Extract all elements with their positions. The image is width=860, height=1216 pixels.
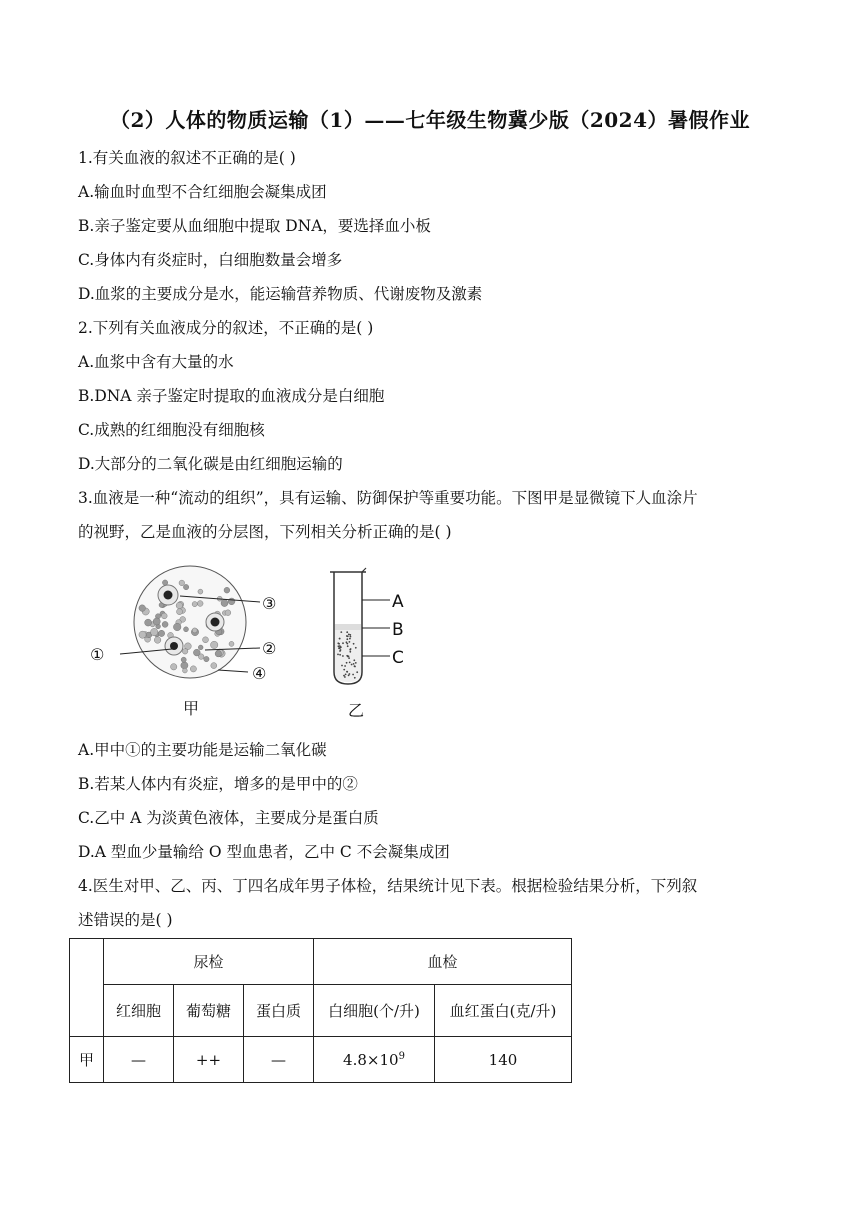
q2-option-d: D.大部分的二氧化碳是由红细胞运输的 <box>78 455 343 473</box>
sediment-dot <box>352 674 354 676</box>
sediment-dot <box>342 655 344 657</box>
cell-nucleus <box>211 618 220 627</box>
wbc-base: 4.8×10 <box>343 1050 399 1069</box>
q2-stem: 2.下列有关血液成分的叙述，不正确的是( ) <box>78 319 374 337</box>
cell-hemoglobin: 140 <box>435 1037 572 1083</box>
sediment-dot <box>351 664 353 666</box>
sediment-dot <box>348 657 350 659</box>
sediment-dot <box>339 654 341 656</box>
sediment-dot <box>339 650 341 652</box>
sediment-dot <box>345 674 347 676</box>
red-blood-cell <box>221 600 228 607</box>
red-blood-cell <box>139 605 146 612</box>
sediment-dot <box>349 651 351 653</box>
sediment-dot <box>339 646 341 648</box>
red-blood-cell <box>204 656 209 661</box>
q3-option-c: C.乙中 A 为淡黄色液体，主要成分是蛋白质 <box>78 809 379 827</box>
q2-option-a: A.血浆中含有大量的水 <box>78 353 234 371</box>
header-hemoglobin: 血红蛋白(克/升) <box>435 985 572 1037</box>
red-blood-cell <box>162 621 168 627</box>
red-blood-cell <box>198 654 204 660</box>
sediment-dot <box>343 669 345 671</box>
red-blood-cell <box>171 664 177 670</box>
q3-stem-line2: 的视野，乙是血液的分层图，下列相关分析正确的是( ) <box>78 523 452 541</box>
q3-option-a: A.甲中①的主要功能是运输二氧化碳 <box>78 741 327 759</box>
header-rbc: 红细胞 <box>104 985 174 1037</box>
sediment-dot <box>350 636 352 638</box>
sediment-dot <box>346 655 348 657</box>
q1-option-c: C.身体内有炎症时，白细胞数量会增多 <box>78 251 343 269</box>
red-blood-cell <box>229 641 234 646</box>
red-blood-cell <box>181 657 186 662</box>
sediment-dot <box>346 671 348 673</box>
q1-option-d: D.血浆的主要成分是水，能运输营养物质、代谢废物及激素 <box>78 285 483 303</box>
table-corner-cell <box>70 939 104 1037</box>
q2-option-c: C.成熟的红细胞没有细胞核 <box>78 421 265 439</box>
header-glucose: 葡萄糖 <box>174 985 244 1037</box>
red-blood-cell <box>225 610 231 616</box>
table-row <box>70 1037 572 1083</box>
row-name: 甲 <box>70 1037 104 1083</box>
red-blood-cell <box>198 589 203 594</box>
tube-label-a: A <box>392 592 404 612</box>
sediment-dot <box>354 666 356 668</box>
sediment-dot <box>347 645 349 647</box>
cell-nucleus <box>164 591 173 600</box>
blood-figure-svg <box>80 560 440 730</box>
red-blood-cell <box>154 637 161 644</box>
sediment-dot <box>355 647 357 649</box>
red-blood-cell <box>177 609 183 615</box>
sediment-dot <box>346 638 348 640</box>
red-blood-cell <box>176 602 183 609</box>
sediment-dot <box>346 641 348 643</box>
sediment-dot <box>340 631 342 633</box>
sediment-dot <box>349 641 351 643</box>
red-blood-cell <box>203 637 209 643</box>
label-1: ① <box>90 645 105 664</box>
sediment-dot <box>349 662 351 664</box>
wbc-exponent: 9 <box>398 1050 405 1062</box>
figure-label-yi: 乙 <box>348 701 365 720</box>
q3-stem-line1: 3.血液是一种“流动的组织”，具有运输、防御保护等重要功能。下图甲是显微镜下人血涂片 <box>78 489 698 507</box>
cell-rbc: — <box>104 1037 174 1083</box>
red-blood-cell <box>192 602 197 607</box>
red-blood-cell <box>153 618 160 625</box>
q3-option-d: D.A 型血少量输给 O 型血患者，乙中 C 不会凝集成团 <box>78 843 450 861</box>
exam-results-table <box>69 938 572 1083</box>
sediment-dot <box>356 671 358 673</box>
sediment-dot <box>354 677 356 679</box>
red-blood-cell <box>183 668 188 673</box>
red-blood-cell <box>145 619 152 626</box>
header-protein: 蛋白质 <box>244 985 314 1037</box>
red-blood-cell <box>181 662 188 669</box>
q4-stem-line1: 4.医生对甲、乙、丙、丁四名成年男子体检，结果统计见下表。根据检验结果分析，下列叙 <box>78 877 698 895</box>
q2-option-b: B.DNA 亲子鉴定时提取的血液成分是白细胞 <box>78 387 385 405</box>
red-blood-cell <box>151 628 158 635</box>
tube-label-b: B <box>392 620 404 640</box>
header-wbc: 白细胞(个/升) <box>314 985 435 1037</box>
q4-stem-line2: 述错误的是( ) <box>78 911 173 929</box>
blood-smear-field <box>134 566 246 678</box>
sediment-dot <box>349 634 351 636</box>
red-blood-cell <box>173 623 181 631</box>
label-3: ③ <box>262 594 277 613</box>
sediment-dot <box>346 631 348 633</box>
table-group-header-row <box>70 939 572 985</box>
sediment-dot <box>353 663 355 665</box>
cell-protein: — <box>244 1037 314 1083</box>
sediment-dot <box>350 648 352 650</box>
red-blood-cell <box>162 580 167 585</box>
label-2: ② <box>262 639 277 658</box>
table-header-row <box>70 985 572 1037</box>
red-blood-cell <box>190 666 196 672</box>
group-header-blood: 血检 <box>314 939 572 985</box>
sediment-dot <box>347 635 349 637</box>
red-blood-cell <box>161 613 167 619</box>
page-title: （2）人体的物质运输（1）——七年级生物冀少版（2024）暑假作业 <box>110 108 750 132</box>
q3-option-b: B.若某人体内有炎症，增多的是甲中的② <box>78 775 358 793</box>
red-blood-cell <box>182 649 188 655</box>
label-4: ④ <box>252 664 267 683</box>
q1-stem: 1.有关血液的叙述不正确的是( ) <box>78 149 296 167</box>
blood-figure <box>80 560 440 730</box>
red-blood-cell <box>183 584 188 589</box>
q1-option-a: A.输血时血型不合红细胞会凝集成团 <box>78 183 327 201</box>
red-blood-cell <box>197 601 203 607</box>
cell-wbc <box>314 1037 435 1083</box>
sediment-dot <box>339 638 341 640</box>
red-blood-cell <box>179 580 185 586</box>
layer-b <box>335 624 361 630</box>
red-blood-cell <box>158 630 164 636</box>
red-blood-cell <box>198 645 203 650</box>
sediment-dot <box>353 643 355 645</box>
figure-label-jia: 甲 <box>183 699 200 718</box>
red-blood-cell <box>211 641 218 648</box>
sediment-dot <box>338 643 340 645</box>
sediment-dot <box>353 659 355 661</box>
group-header-urine: 尿检 <box>104 939 314 985</box>
sediment-dot <box>337 654 339 656</box>
test-tube <box>330 568 366 684</box>
sediment-dot <box>343 675 345 677</box>
sediment-dot <box>355 662 357 664</box>
red-blood-cell <box>211 663 217 669</box>
sediment-dot <box>344 665 346 667</box>
red-blood-cell <box>215 651 221 657</box>
red-blood-cell <box>139 631 146 638</box>
tube-label-c: C <box>392 648 404 668</box>
sediment-dot <box>342 642 344 644</box>
sediment-dot <box>338 645 340 647</box>
sediment-dot <box>349 638 351 640</box>
red-blood-cell <box>184 627 189 632</box>
q1-option-b: B.亲子鉴定要从血细胞中提取 DNA，要选择血小板 <box>78 217 431 235</box>
sediment-dot <box>346 662 348 664</box>
sediment-dot <box>341 665 343 667</box>
sediment-dot <box>348 675 350 677</box>
red-blood-cell <box>224 587 230 593</box>
red-blood-cell <box>228 598 235 605</box>
red-blood-cell <box>192 628 197 633</box>
cell-glucose: ++ <box>174 1037 244 1083</box>
